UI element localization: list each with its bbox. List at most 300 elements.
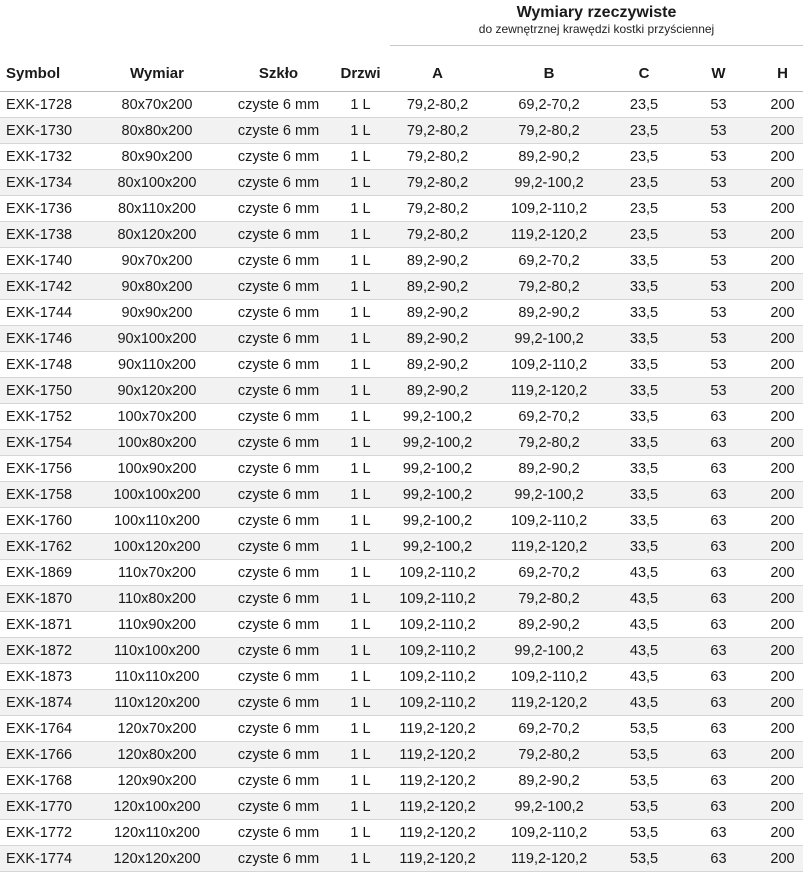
table-row bbox=[0, 430, 803, 456]
cell-szklo: czyste 6 mm bbox=[226, 352, 331, 378]
cell-szklo: czyste 6 mm bbox=[226, 326, 331, 352]
cell-drzwi: 1 L bbox=[331, 404, 390, 430]
cell-a: 99,2-100,2 bbox=[390, 456, 485, 482]
cell-symbol: EXK-1758 bbox=[0, 482, 88, 508]
cell-a: 99,2-100,2 bbox=[390, 508, 485, 534]
cell-a: 89,2-90,2 bbox=[390, 352, 485, 378]
cell-szklo: czyste 6 mm bbox=[226, 118, 331, 144]
cell-b: 119,2-120,2 bbox=[485, 222, 613, 248]
cell-w: 53 bbox=[675, 118, 762, 144]
cell-symbol: EXK-1736 bbox=[0, 196, 88, 222]
cell-szklo: czyste 6 mm bbox=[226, 222, 331, 248]
cell-h: 200 bbox=[762, 326, 803, 352]
cell-a: 89,2-90,2 bbox=[390, 326, 485, 352]
cell-wymiar: 120x100x200 bbox=[88, 794, 226, 820]
cell-a: 79,2-80,2 bbox=[390, 144, 485, 170]
cell-w: 53 bbox=[675, 326, 762, 352]
cell-symbol: EXK-1730 bbox=[0, 118, 88, 144]
table-header-row bbox=[0, 56, 803, 92]
cell-drzwi: 1 L bbox=[331, 846, 390, 872]
cell-wymiar: 110x120x200 bbox=[88, 690, 226, 716]
cell-w: 63 bbox=[675, 690, 762, 716]
table-row bbox=[0, 586, 803, 612]
table-row bbox=[0, 846, 803, 872]
cell-c: 33,5 bbox=[613, 352, 675, 378]
cell-a: 89,2-90,2 bbox=[390, 248, 485, 274]
cell-wymiar: 90x70x200 bbox=[88, 248, 226, 274]
cell-b: 79,2-80,2 bbox=[485, 430, 613, 456]
cell-w: 53 bbox=[675, 196, 762, 222]
cell-wymiar: 90x110x200 bbox=[88, 352, 226, 378]
cell-c: 33,5 bbox=[613, 430, 675, 456]
cell-drzwi: 1 L bbox=[331, 456, 390, 482]
cell-szklo: czyste 6 mm bbox=[226, 170, 331, 196]
cell-symbol: EXK-1871 bbox=[0, 612, 88, 638]
cell-drzwi: 1 L bbox=[331, 352, 390, 378]
cell-drzwi: 1 L bbox=[331, 248, 390, 274]
cell-b: 89,2-90,2 bbox=[485, 456, 613, 482]
cell-drzwi: 1 L bbox=[331, 196, 390, 222]
cell-a: 109,2-110,2 bbox=[390, 586, 485, 612]
cell-h: 200 bbox=[762, 768, 803, 794]
cell-b: 119,2-120,2 bbox=[485, 534, 613, 560]
cell-drzwi: 1 L bbox=[331, 326, 390, 352]
cell-wymiar: 120x90x200 bbox=[88, 768, 226, 794]
cell-c: 43,5 bbox=[613, 586, 675, 612]
table-row bbox=[0, 508, 803, 534]
cell-c: 33,5 bbox=[613, 534, 675, 560]
cell-drzwi: 1 L bbox=[331, 222, 390, 248]
cell-symbol: EXK-1764 bbox=[0, 716, 88, 742]
cell-symbol: EXK-1873 bbox=[0, 664, 88, 690]
cell-w: 53 bbox=[675, 352, 762, 378]
cell-h: 200 bbox=[762, 92, 803, 118]
cell-szklo: czyste 6 mm bbox=[226, 144, 331, 170]
cell-b: 119,2-120,2 bbox=[485, 378, 613, 404]
cell-wymiar: 80x80x200 bbox=[88, 118, 226, 144]
cell-b: 69,2-70,2 bbox=[485, 560, 613, 586]
table-row bbox=[0, 690, 803, 716]
cell-drzwi: 1 L bbox=[331, 300, 390, 326]
cell-symbol: EXK-1748 bbox=[0, 352, 88, 378]
cell-c: 33,5 bbox=[613, 456, 675, 482]
column-header-symbol: Symbol bbox=[0, 56, 88, 92]
cell-c: 53,5 bbox=[613, 820, 675, 846]
cell-b: 99,2-100,2 bbox=[485, 794, 613, 820]
cell-w: 53 bbox=[675, 170, 762, 196]
cell-symbol: EXK-1874 bbox=[0, 690, 88, 716]
cell-h: 200 bbox=[762, 430, 803, 456]
cell-c: 43,5 bbox=[613, 690, 675, 716]
cell-a: 109,2-110,2 bbox=[390, 638, 485, 664]
cell-b: 79,2-80,2 bbox=[485, 742, 613, 768]
cell-a: 109,2-110,2 bbox=[390, 690, 485, 716]
cell-a: 109,2-110,2 bbox=[390, 560, 485, 586]
cell-wymiar: 80x110x200 bbox=[88, 196, 226, 222]
cell-symbol: EXK-1738 bbox=[0, 222, 88, 248]
cell-b: 119,2-120,2 bbox=[485, 846, 613, 872]
cell-w: 63 bbox=[675, 508, 762, 534]
cell-szklo: czyste 6 mm bbox=[226, 586, 331, 612]
cell-b: 109,2-110,2 bbox=[485, 664, 613, 690]
cell-w: 63 bbox=[675, 768, 762, 794]
cell-h: 200 bbox=[762, 742, 803, 768]
cell-symbol: EXK-1766 bbox=[0, 742, 88, 768]
cell-wymiar: 110x80x200 bbox=[88, 586, 226, 612]
cell-b: 89,2-90,2 bbox=[485, 768, 613, 794]
cell-h: 200 bbox=[762, 638, 803, 664]
cell-h: 200 bbox=[762, 508, 803, 534]
cell-h: 200 bbox=[762, 352, 803, 378]
cell-a: 79,2-80,2 bbox=[390, 92, 485, 118]
cell-c: 33,5 bbox=[613, 274, 675, 300]
cell-c: 43,5 bbox=[613, 664, 675, 690]
cell-w: 53 bbox=[675, 222, 762, 248]
cell-a: 99,2-100,2 bbox=[390, 534, 485, 560]
cell-b: 69,2-70,2 bbox=[485, 248, 613, 274]
dimensions-table bbox=[0, 56, 803, 872]
cell-h: 200 bbox=[762, 846, 803, 872]
cell-h: 200 bbox=[762, 716, 803, 742]
cell-c: 33,5 bbox=[613, 326, 675, 352]
cell-b: 99,2-100,2 bbox=[485, 482, 613, 508]
cell-symbol: EXK-1750 bbox=[0, 378, 88, 404]
table-row bbox=[0, 352, 803, 378]
cell-symbol: EXK-1762 bbox=[0, 534, 88, 560]
cell-symbol: EXK-1734 bbox=[0, 170, 88, 196]
cell-drzwi: 1 L bbox=[331, 820, 390, 846]
cell-b: 119,2-120,2 bbox=[485, 690, 613, 716]
cell-szklo: czyste 6 mm bbox=[226, 456, 331, 482]
cell-a: 79,2-80,2 bbox=[390, 196, 485, 222]
group-header-title: Wymiary rzeczywiste bbox=[516, 4, 677, 21]
cell-drzwi: 1 L bbox=[331, 794, 390, 820]
cell-b: 69,2-70,2 bbox=[485, 92, 613, 118]
cell-w: 53 bbox=[675, 300, 762, 326]
cell-c: 23,5 bbox=[613, 196, 675, 222]
table-row bbox=[0, 378, 803, 404]
cell-w: 53 bbox=[675, 92, 762, 118]
cell-h: 200 bbox=[762, 690, 803, 716]
cell-a: 119,2-120,2 bbox=[390, 820, 485, 846]
cell-drzwi: 1 L bbox=[331, 482, 390, 508]
cell-h: 200 bbox=[762, 248, 803, 274]
cell-w: 63 bbox=[675, 794, 762, 820]
table-row bbox=[0, 664, 803, 690]
cell-h: 200 bbox=[762, 196, 803, 222]
cell-drzwi: 1 L bbox=[331, 638, 390, 664]
cell-h: 200 bbox=[762, 664, 803, 690]
cell-drzwi: 1 L bbox=[331, 534, 390, 560]
cell-c: 33,5 bbox=[613, 248, 675, 274]
cell-a: 79,2-80,2 bbox=[390, 222, 485, 248]
cell-szklo: czyste 6 mm bbox=[226, 300, 331, 326]
column-header-h: H bbox=[762, 56, 803, 92]
cell-drzwi: 1 L bbox=[331, 742, 390, 768]
cell-szklo: czyste 6 mm bbox=[226, 742, 331, 768]
table-row bbox=[0, 768, 803, 794]
cell-wymiar: 100x80x200 bbox=[88, 430, 226, 456]
table-row bbox=[0, 170, 803, 196]
cell-a: 89,2-90,2 bbox=[390, 300, 485, 326]
cell-symbol: EXK-1774 bbox=[0, 846, 88, 872]
cell-symbol: EXK-1756 bbox=[0, 456, 88, 482]
cell-drzwi: 1 L bbox=[331, 274, 390, 300]
cell-szklo: czyste 6 mm bbox=[226, 482, 331, 508]
cell-b: 69,2-70,2 bbox=[485, 716, 613, 742]
cell-h: 200 bbox=[762, 482, 803, 508]
cell-h: 200 bbox=[762, 534, 803, 560]
cell-szklo: czyste 6 mm bbox=[226, 378, 331, 404]
cell-c: 33,5 bbox=[613, 404, 675, 430]
table-row bbox=[0, 820, 803, 846]
cell-c: 23,5 bbox=[613, 144, 675, 170]
cell-b: 99,2-100,2 bbox=[485, 170, 613, 196]
cell-b: 69,2-70,2 bbox=[485, 404, 613, 430]
cell-h: 200 bbox=[762, 144, 803, 170]
cell-szklo: czyste 6 mm bbox=[226, 820, 331, 846]
cell-a: 109,2-110,2 bbox=[390, 612, 485, 638]
cell-w: 63 bbox=[675, 742, 762, 768]
cell-wymiar: 100x120x200 bbox=[88, 534, 226, 560]
cell-h: 200 bbox=[762, 222, 803, 248]
column-header-c: C bbox=[613, 56, 675, 92]
cell-b: 109,2-110,2 bbox=[485, 820, 613, 846]
cell-symbol: EXK-1742 bbox=[0, 274, 88, 300]
cell-b: 109,2-110,2 bbox=[485, 508, 613, 534]
cell-b: 89,2-90,2 bbox=[485, 300, 613, 326]
cell-b: 109,2-110,2 bbox=[485, 352, 613, 378]
cell-c: 53,5 bbox=[613, 716, 675, 742]
table-row bbox=[0, 222, 803, 248]
cell-a: 99,2-100,2 bbox=[390, 482, 485, 508]
table-body bbox=[0, 92, 803, 872]
cell-drzwi: 1 L bbox=[331, 170, 390, 196]
cell-wymiar: 100x90x200 bbox=[88, 456, 226, 482]
cell-w: 63 bbox=[675, 612, 762, 638]
cell-c: 23,5 bbox=[613, 170, 675, 196]
cell-a: 79,2-80,2 bbox=[390, 170, 485, 196]
cell-szklo: czyste 6 mm bbox=[226, 638, 331, 664]
table-row bbox=[0, 404, 803, 430]
cell-szklo: czyste 6 mm bbox=[226, 768, 331, 794]
column-header-szklo: Szkło bbox=[226, 56, 331, 92]
cell-szklo: czyste 6 mm bbox=[226, 508, 331, 534]
cell-szklo: czyste 6 mm bbox=[226, 846, 331, 872]
cell-symbol: EXK-1768 bbox=[0, 768, 88, 794]
table-row bbox=[0, 742, 803, 768]
cell-h: 200 bbox=[762, 170, 803, 196]
cell-h: 200 bbox=[762, 274, 803, 300]
table-row bbox=[0, 716, 803, 742]
cell-c: 53,5 bbox=[613, 794, 675, 820]
cell-c: 23,5 bbox=[613, 92, 675, 118]
table-row bbox=[0, 92, 803, 118]
cell-w: 63 bbox=[675, 430, 762, 456]
group-header-subtitle: do zewnętrznej krawędzi kostki przyściennej bbox=[478, 22, 715, 36]
cell-w: 53 bbox=[675, 378, 762, 404]
cell-w: 63 bbox=[675, 846, 762, 872]
cell-szklo: czyste 6 mm bbox=[226, 794, 331, 820]
cell-w: 63 bbox=[675, 560, 762, 586]
table-row bbox=[0, 144, 803, 170]
cell-drzwi: 1 L bbox=[331, 118, 390, 144]
cell-drzwi: 1 L bbox=[331, 378, 390, 404]
cell-c: 33,5 bbox=[613, 508, 675, 534]
cell-symbol: EXK-1870 bbox=[0, 586, 88, 612]
cell-c: 33,5 bbox=[613, 482, 675, 508]
cell-a: 119,2-120,2 bbox=[390, 768, 485, 794]
cell-wymiar: 80x120x200 bbox=[88, 222, 226, 248]
cell-szklo: czyste 6 mm bbox=[226, 690, 331, 716]
cell-symbol: EXK-1872 bbox=[0, 638, 88, 664]
table-row bbox=[0, 794, 803, 820]
cell-c: 23,5 bbox=[613, 118, 675, 144]
cell-szklo: czyste 6 mm bbox=[226, 612, 331, 638]
cell-szklo: czyste 6 mm bbox=[226, 716, 331, 742]
cell-b: 89,2-90,2 bbox=[485, 144, 613, 170]
cell-h: 200 bbox=[762, 378, 803, 404]
cell-a: 119,2-120,2 bbox=[390, 846, 485, 872]
cell-drzwi: 1 L bbox=[331, 768, 390, 794]
cell-a: 109,2-110,2 bbox=[390, 664, 485, 690]
cell-drzwi: 1 L bbox=[331, 144, 390, 170]
cell-a: 79,2-80,2 bbox=[390, 118, 485, 144]
cell-szklo: czyste 6 mm bbox=[226, 664, 331, 690]
cell-b: 79,2-80,2 bbox=[485, 118, 613, 144]
table-row bbox=[0, 326, 803, 352]
cell-c: 53,5 bbox=[613, 742, 675, 768]
cell-c: 33,5 bbox=[613, 378, 675, 404]
table-row bbox=[0, 274, 803, 300]
cell-w: 63 bbox=[675, 638, 762, 664]
cell-w: 63 bbox=[675, 664, 762, 690]
cell-a: 89,2-90,2 bbox=[390, 274, 485, 300]
cell-w: 53 bbox=[675, 248, 762, 274]
cell-wymiar: 110x100x200 bbox=[88, 638, 226, 664]
cell-szklo: czyste 6 mm bbox=[226, 248, 331, 274]
cell-wymiar: 120x80x200 bbox=[88, 742, 226, 768]
cell-drzwi: 1 L bbox=[331, 508, 390, 534]
cell-a: 119,2-120,2 bbox=[390, 794, 485, 820]
table-row bbox=[0, 456, 803, 482]
cell-wymiar: 80x70x200 bbox=[88, 92, 226, 118]
group-header-divider bbox=[390, 45, 803, 46]
cell-wymiar: 90x100x200 bbox=[88, 326, 226, 352]
cell-w: 63 bbox=[675, 820, 762, 846]
cell-wymiar: 120x110x200 bbox=[88, 820, 226, 846]
cell-symbol: EXK-1740 bbox=[0, 248, 88, 274]
cell-symbol: EXK-1744 bbox=[0, 300, 88, 326]
cell-szklo: czyste 6 mm bbox=[226, 430, 331, 456]
cell-drzwi: 1 L bbox=[331, 92, 390, 118]
cell-drzwi: 1 L bbox=[331, 664, 390, 690]
cell-h: 200 bbox=[762, 560, 803, 586]
cell-wymiar: 90x120x200 bbox=[88, 378, 226, 404]
cell-w: 63 bbox=[675, 482, 762, 508]
cell-szklo: czyste 6 mm bbox=[226, 534, 331, 560]
table-row bbox=[0, 248, 803, 274]
cell-b: 109,2-110,2 bbox=[485, 196, 613, 222]
cell-h: 200 bbox=[762, 300, 803, 326]
cell-w: 63 bbox=[675, 716, 762, 742]
cell-w: 63 bbox=[675, 404, 762, 430]
cell-wymiar: 90x80x200 bbox=[88, 274, 226, 300]
cell-h: 200 bbox=[762, 820, 803, 846]
cell-wymiar: 90x90x200 bbox=[88, 300, 226, 326]
cell-a: 99,2-100,2 bbox=[390, 430, 485, 456]
cell-wymiar: 80x90x200 bbox=[88, 144, 226, 170]
cell-c: 53,5 bbox=[613, 768, 675, 794]
cell-symbol: EXK-1772 bbox=[0, 820, 88, 846]
cell-b: 99,2-100,2 bbox=[485, 326, 613, 352]
cell-b: 79,2-80,2 bbox=[485, 586, 613, 612]
column-header-drzwi: Drzwi bbox=[331, 56, 390, 92]
cell-c: 43,5 bbox=[613, 638, 675, 664]
cell-symbol: EXK-1732 bbox=[0, 144, 88, 170]
cell-h: 200 bbox=[762, 612, 803, 638]
cell-b: 79,2-80,2 bbox=[485, 274, 613, 300]
cell-c: 53,5 bbox=[613, 846, 675, 872]
cell-drzwi: 1 L bbox=[331, 690, 390, 716]
cell-drzwi: 1 L bbox=[331, 612, 390, 638]
table-row bbox=[0, 482, 803, 508]
cell-szklo: czyste 6 mm bbox=[226, 196, 331, 222]
cell-drzwi: 1 L bbox=[331, 586, 390, 612]
cell-wymiar: 100x70x200 bbox=[88, 404, 226, 430]
cell-wymiar: 110x70x200 bbox=[88, 560, 226, 586]
cell-wymiar: 100x100x200 bbox=[88, 482, 226, 508]
cell-symbol: EXK-1770 bbox=[0, 794, 88, 820]
table-row bbox=[0, 560, 803, 586]
cell-w: 63 bbox=[675, 456, 762, 482]
cell-symbol: EXK-1754 bbox=[0, 430, 88, 456]
cell-a: 119,2-120,2 bbox=[390, 716, 485, 742]
cell-h: 200 bbox=[762, 404, 803, 430]
cell-h: 200 bbox=[762, 118, 803, 144]
cell-h: 200 bbox=[762, 794, 803, 820]
column-header-w: W bbox=[675, 56, 762, 92]
column-header-b: B bbox=[485, 56, 613, 92]
cell-wymiar: 80x100x200 bbox=[88, 170, 226, 196]
cell-w: 63 bbox=[675, 534, 762, 560]
cell-szklo: czyste 6 mm bbox=[226, 274, 331, 300]
table-row bbox=[0, 638, 803, 664]
cell-symbol: EXK-1869 bbox=[0, 560, 88, 586]
cell-wymiar: 110x110x200 bbox=[88, 664, 226, 690]
cell-drzwi: 1 L bbox=[331, 430, 390, 456]
cell-wymiar: 120x120x200 bbox=[88, 846, 226, 872]
cell-c: 33,5 bbox=[613, 300, 675, 326]
cell-c: 23,5 bbox=[613, 222, 675, 248]
cell-symbol: EXK-1728 bbox=[0, 92, 88, 118]
cell-wymiar: 110x90x200 bbox=[88, 612, 226, 638]
cell-a: 99,2-100,2 bbox=[390, 404, 485, 430]
cell-symbol: EXK-1752 bbox=[0, 404, 88, 430]
cell-c: 43,5 bbox=[613, 612, 675, 638]
cell-drzwi: 1 L bbox=[331, 560, 390, 586]
cell-drzwi: 1 L bbox=[331, 716, 390, 742]
table-row bbox=[0, 118, 803, 144]
column-header-a: A bbox=[390, 56, 485, 92]
cell-b: 99,2-100,2 bbox=[485, 638, 613, 664]
table-row bbox=[0, 534, 803, 560]
cell-wymiar: 120x70x200 bbox=[88, 716, 226, 742]
cell-symbol: EXK-1746 bbox=[0, 326, 88, 352]
cell-w: 53 bbox=[675, 144, 762, 170]
cell-h: 200 bbox=[762, 456, 803, 482]
cell-h: 200 bbox=[762, 586, 803, 612]
